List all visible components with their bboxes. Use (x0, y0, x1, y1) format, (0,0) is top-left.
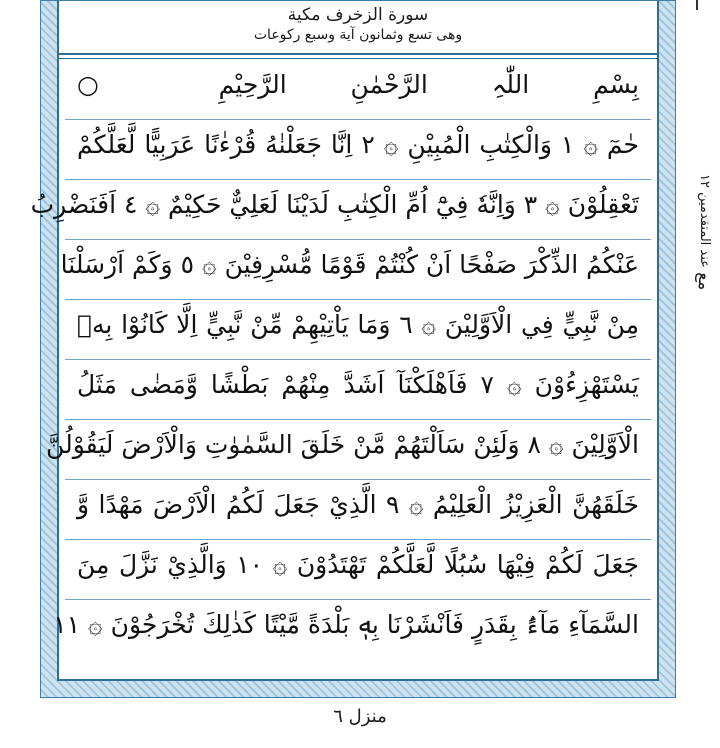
verse-line-bismillah: بِسْمِ اللّٰہِ الرَّحْمٰنِ الرَّحِیْمِ ○ (77, 70, 639, 99)
page-border-frame (30, 0, 676, 698)
verse-line: السَّمَآءِ مَآءًۢ بِقَدَرٍ فَاَنْشَرْنَا بِهٖ بَلْدَةً مَّيْتًا كَذٰلِكَ تُخْرَجُوْنَ ۞ ١١ (53, 610, 639, 639)
verse-line: يَسْتَهْزِءُوْنَ ۞ ٧ فَاَهْلَكْنَآ اَشَدَّ مِنْهُمْ بَطْشًا وَّمَضٰى مَثَلُ (77, 370, 639, 399)
manzil-label: منزل ٦ (333, 706, 387, 727)
surah-title: سورة الزخرف مكية (287, 5, 429, 25)
verse-line: الْاَوَّلِيْنَ ۞ ٨ وَلَئِنْ سَاَلْتَهُمْ مَّنْ خَلَقَ السَّمٰوٰتِ وَالْاَرْضَ لَيَقُوْلُنَّ (46, 430, 639, 459)
margin-note-text: عند المتقدمین ۱۲ (697, 173, 712, 268)
verse-line: تَعْقِلُوْنَ ۞ ٣ وَاِنَّهٗ فِيْٓ اُمِّ الْكِتٰبِ لَدَيْنَا لَعَلِيٌّ حَكِيْمٌ ۞ ٤ اَفَنَضْرِبُ (30, 190, 639, 219)
verse-line: مِنْ نَّبِيٍّ فِي الْاَوَّلِيْنَ ۞ ٦ وَمَا يَاْتِيْهِمْ مِّنْ نَّبِيٍّ اِلَّا كَانُوْا بِهٖ (77, 310, 639, 339)
rukoo-mark: مع (694, 271, 714, 290)
surah-info: وھی تسع وثمانون آیة وسبع رکوعات (253, 27, 463, 43)
text-panel (30, 1, 659, 681)
verse-line: جَعَلَ لَكُمْ فِيْهَا سُبُلًا لَّعَلَّكُمْ تَهْتَدُوْنَ ۞ ١٠ وَالَّذِيْ نَزَّلَ مِنَ (77, 550, 639, 579)
margin-tick-mark (696, 0, 698, 10)
verse-line: خَلَقَهُنَّ الْعَزِيْزُ الْعَلِيْمُ ۞ ٩ الَّذِيْ جَعَلَ لَكُمُ الْاَرْضَ مَهْدًا وَّ (77, 490, 639, 519)
surah-header (59, 5, 657, 53)
verse-line: حٰمٓ ۞ ١ وَالْكِتٰبِ الْمُبِيْنِ ۞ ٢ اِنَّا جَعَلْنٰهُ قُرْءٰنًا عَرَبِيًّا لَّعَلَّكُمْ (77, 130, 640, 159)
verse-area (30, 59, 657, 679)
verse-line: عَنْكُمُ الذِّكْرَ صَفْحًا اَنْ كُنْتُمْ قَوْمًا مُّسْرِفِيْنَ ۞ ٥ وَكَمْ اَرْسَلْنَا (60, 250, 639, 279)
margin-annotation (684, 120, 714, 290)
